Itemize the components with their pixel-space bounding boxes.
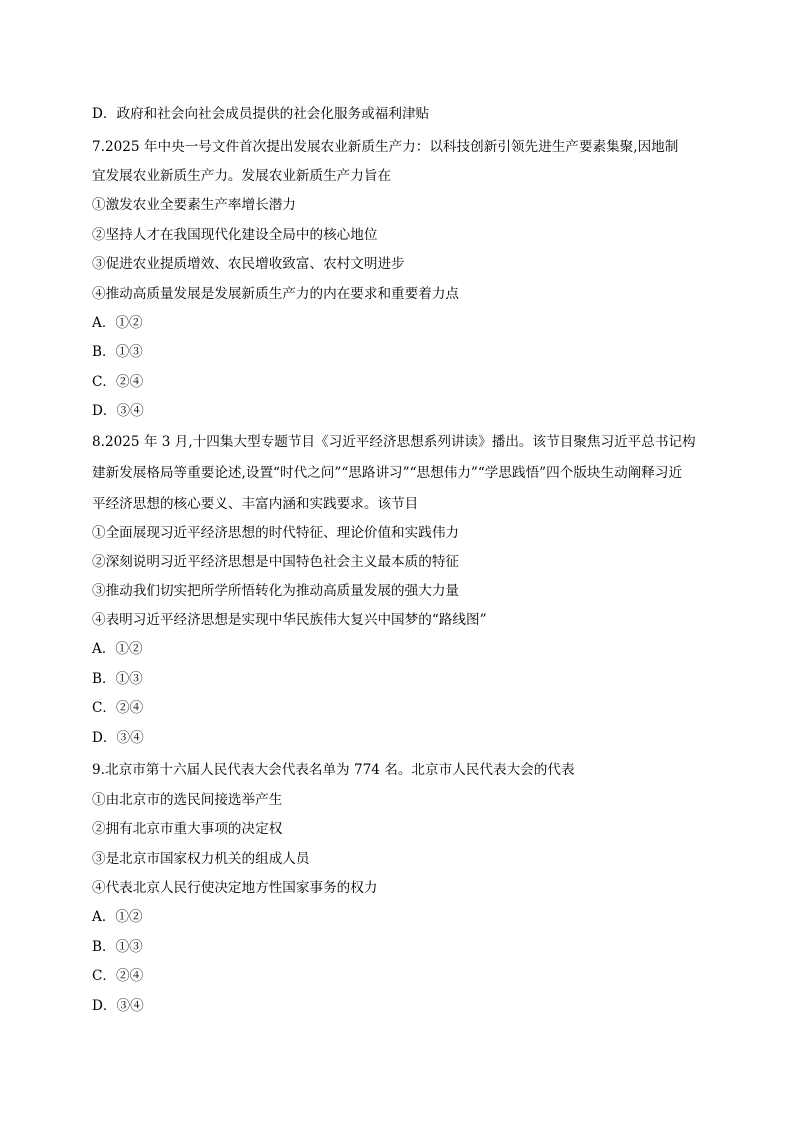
q9-option-d: D．③④ <box>92 998 144 1014</box>
q7-stem-line-1: 7.2025 年中央一号文件首次提出发展农业新质生产力：以科技创新引领先进生产要素集聚,因地制 <box>92 139 679 155</box>
q7-statement-1: ①激发农业全要素生产率增长潜力 <box>92 197 296 213</box>
q7-stem-line-2: 宜发展农业新质生产力。发展农业新质生产力旨在 <box>92 168 392 184</box>
q8-option-b: B．①③ <box>92 671 143 687</box>
q8-stem-line-3: 平经济思想的核心要义、丰富内涵和实践要求。该节目 <box>92 496 419 512</box>
q9-statement-2: ②拥有北京市重大事项的决定权 <box>92 821 283 837</box>
q8-option-a: A．①② <box>92 641 143 657</box>
q7-statement-3: ③促进农业提质增效、农民增收致富、农村文明进步 <box>92 256 405 272</box>
q9-statement-4: ④代表北京人民行使决定地方性国家事务的权力 <box>92 880 378 896</box>
q9-statement-3: ③是北京市国家权力机关的组成人员 <box>92 851 310 867</box>
q8-statement-2: ②深刻说明习近平经济思想是中国特色社会主义最本质的特征 <box>92 554 460 570</box>
q9-stem-line-1: 9.北京市第十六届人民代表大会代表名单为 774 名。北京市人民代表大会的代表 <box>92 762 575 778</box>
q7-option-d: D．③④ <box>92 403 144 419</box>
q8-statement-4: ④表明习近平经济思想是实现中华民族伟大复兴中国梦的“路线图” <box>92 612 487 628</box>
q6-option-d: D．政府和社会向社会成员提供的社会化服务或福利津贴 <box>92 106 430 122</box>
q8-stem-line-1: 8.2025 年 3 月,十四集大型专题节目《习近平经济思想系列讲读》播出。该节目聚焦习近平总书记构 <box>92 434 696 450</box>
q7-option-b: B．①③ <box>92 344 143 360</box>
q9-option-c: C．②④ <box>92 968 144 984</box>
q7-option-a: A．①② <box>92 315 143 331</box>
q8-statement-1: ①全面展现习近平经济思想的时代特征、理论价值和实践伟力 <box>92 525 460 541</box>
q8-option-d: D．③④ <box>92 730 144 746</box>
q9-option-b: B．①③ <box>92 939 143 955</box>
q7-statement-4: ④推动高质量发展是发展新质生产力的内在要求和重要着力点 <box>92 286 460 302</box>
q7-statement-2: ②坚持人才在我国现代化建设全局中的核心地位 <box>92 227 378 243</box>
q9-statement-1: ①由北京市的选民间接选举产生 <box>92 792 283 808</box>
q8-statement-3: ③推动我们切实把所学所悟转化为推动高质量发展的强大力量 <box>92 583 460 599</box>
q9-option-a: A．①② <box>92 909 143 925</box>
q7-option-c: C．②④ <box>92 374 144 390</box>
q8-stem-line-2: 建新发展格局等重要论述,设置“时代之问”“思路讲习”“思想伟力”“学思践悟”四个版块生动阐释习近 <box>92 465 683 481</box>
q8-option-c: C．②④ <box>92 700 144 716</box>
